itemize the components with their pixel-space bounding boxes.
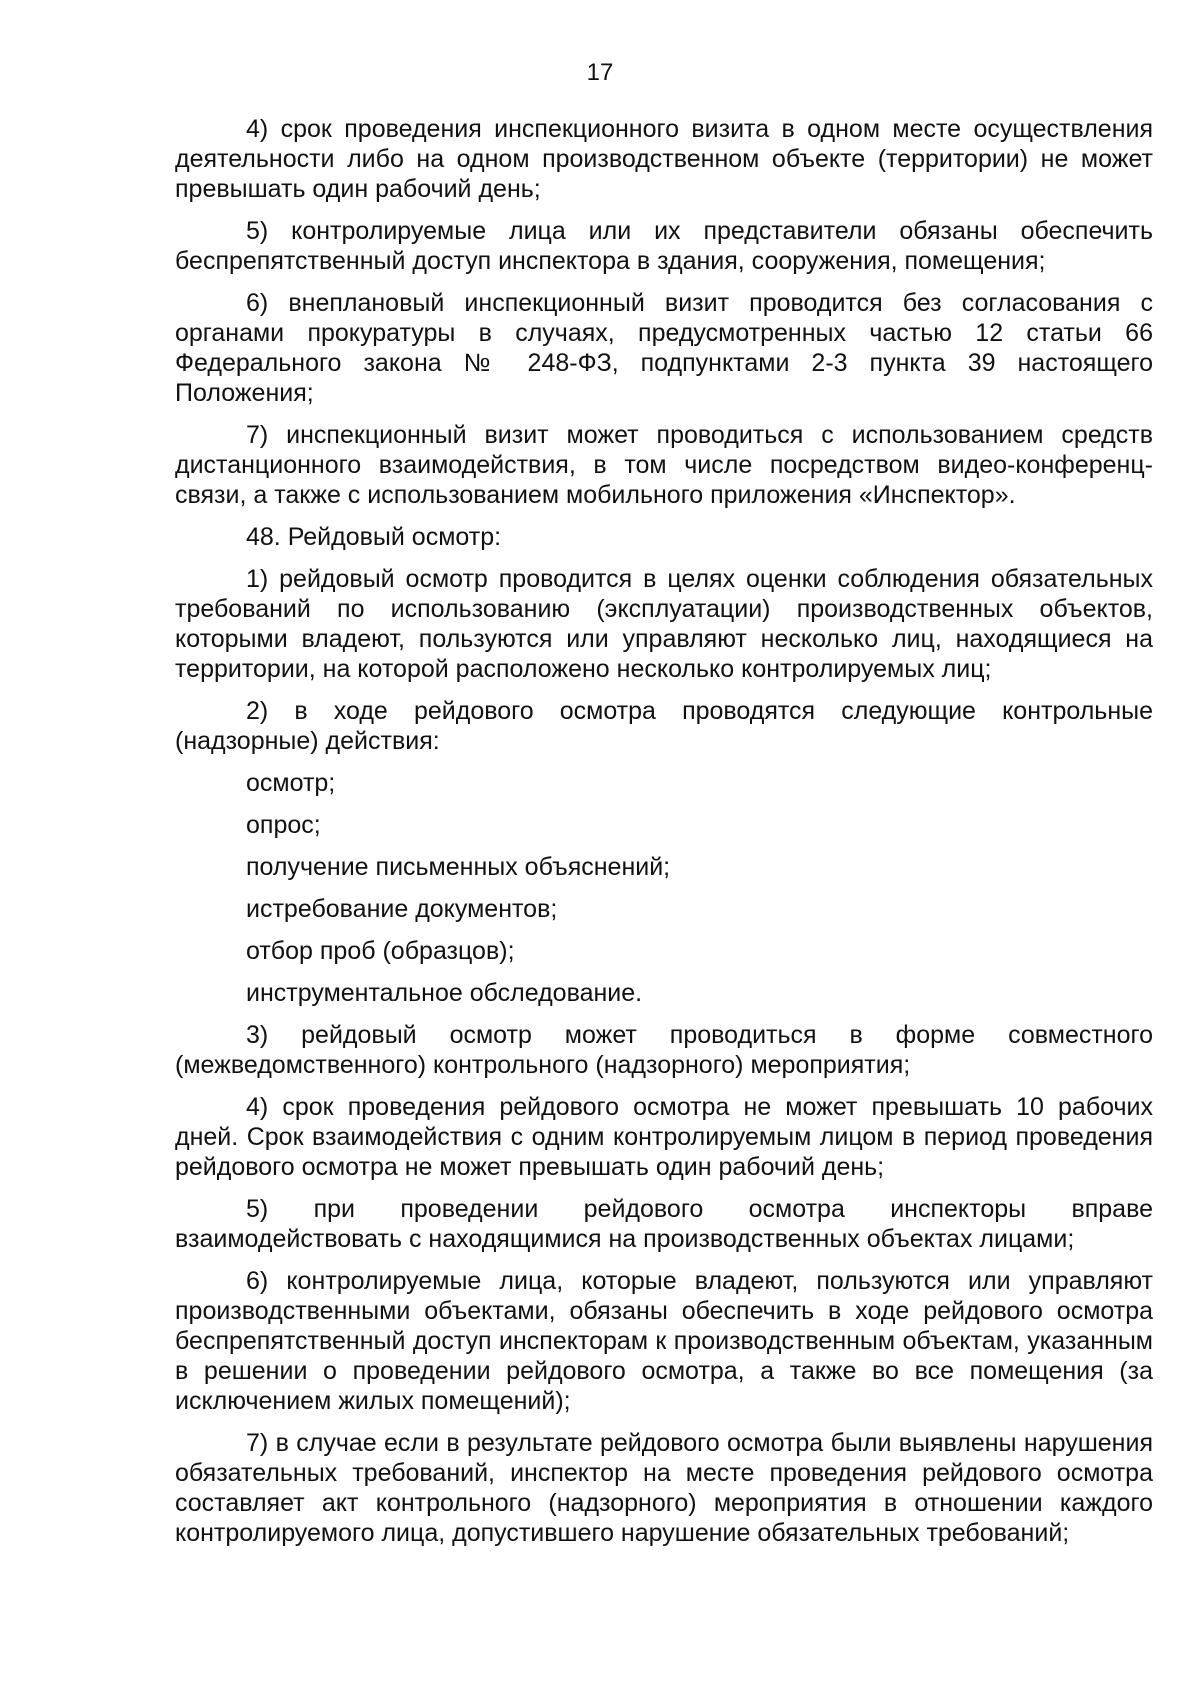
paragraph-raid-purpose: 1) рейдовый осмотр проводится в целях оценки соблюдения обязательных требований по использованию (эксплуатации) производственных объектов, которыми владеют, пользуются или управляют несколько лиц, находящиеся на территории, на которой расположено несколько контролируемых лиц; bbox=[175, 565, 1153, 683]
list-item: получение письменных объяснений; bbox=[246, 853, 671, 881]
actions-list bbox=[175, 768, 1153, 1008]
list-item: отбор проб (образцов); bbox=[246, 937, 515, 965]
paragraph-inspection-visit-duration: 4) срок проведения инспекционного визита в одном месте осуществления деятельности либо на одном производственном объекте (территории) не может превышать один рабочий день; bbox=[175, 115, 1153, 203]
list-item: истребование документов; bbox=[246, 895, 558, 923]
paragraph-raid-duration: 4) срок проведения рейдового осмотра не может превышать 10 рабочих дней. Срок взаимодействия с одним контролируемым лицом в период проведения рейдового осмотра не может превышать один рабочий день; bbox=[175, 1093, 1153, 1181]
paragraph-access-obligation: 5) контролируемые лица или их представители обязаны обеспечить беспрепятственный доступ инспектора в здания, сооружения, помещения; bbox=[175, 217, 1153, 275]
paragraph-violations-act: 7) в случае если в результате рейдового осмотра были выявлены нарушения обязательных требований, инспектор на месте проведения рейдового осмотра составляет акт контрольного (надзорного) мероприятия в отношении каждого контролируемого лица, допустившего нарушение обязательных требований; bbox=[175, 1429, 1153, 1547]
paragraph-remote-interaction: 7) инспекционный визит может проводиться с использованием средств дистанционного взаимодействия, в том числе посредством видео-конференц-связи, а также с использованием мобильного приложения «Инспектор». bbox=[175, 421, 1153, 509]
document-body bbox=[175, 114, 1153, 1560]
list-item: инструментальное обследование. bbox=[246, 979, 643, 1007]
paragraph-unscheduled-visit: 6) внеплановый инспекционный визит проводится без согласования с органами прокуратуры в случаях, предусмотренных частью 12 статьи 66 Федерального закона № 248-ФЗ, подпунктами 2-3 пункта 39 настоящего Положения; bbox=[175, 289, 1153, 407]
list-item: опрос; bbox=[246, 811, 321, 839]
paragraph-controlled-persons-access: 6) контролируемые лица, которые владеют, пользуются или управляют производственными объектами, обязаны обеспечить в ходе рейдового осмотра беспрепятственный доступ инспекторам к производственным объектам, указанным в решении о проведении рейдового осмотра, а также во все помещения (за исключением жилых помещений); bbox=[175, 1267, 1153, 1415]
page-number: 17 bbox=[586, 59, 614, 86]
list-item: осмотр; bbox=[246, 769, 336, 797]
paragraph-raid-actions-intro: 2) в ходе рейдового осмотра проводятся следующие контрольные (надзорные) действия: bbox=[175, 697, 1153, 755]
paragraph-inspector-rights: 5) при проведении рейдового осмотра инспекторы вправе взаимодействовать с находящимися на производственных объектах лицами; bbox=[175, 1195, 1153, 1253]
section-heading-raid-inspection: 48. Рейдовый осмотр: bbox=[246, 523, 502, 551]
paragraph-joint-form: 3) рейдовый осмотр может проводиться в форме совместного (межведомственного) контрольного (надзорного) мероприятия; bbox=[175, 1021, 1153, 1079]
